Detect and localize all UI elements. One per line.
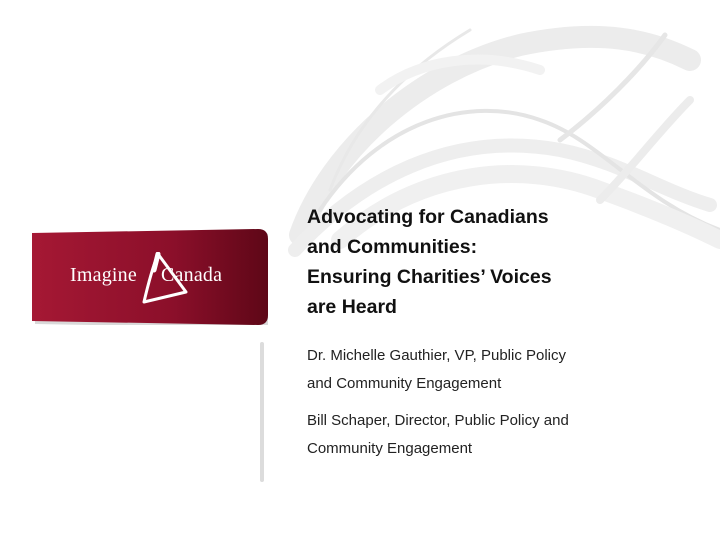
- title-line: are Heard: [307, 296, 397, 318]
- title-line: and Communities:: [307, 236, 478, 258]
- vertical-divider: [260, 342, 264, 482]
- title-line: Ensuring Charities’ Voices: [307, 266, 552, 288]
- presenter-gauthier: [307, 342, 647, 398]
- presenter-line: Dr. Michelle Gauthier, VP, Public Policy: [307, 347, 567, 364]
- logo-word-imagine: Imagine: [70, 264, 137, 286]
- logo-word-canada: Canada: [161, 264, 223, 286]
- presenter-schaper: [307, 407, 647, 463]
- presenter-line: Bill Schaper, Director, Public Policy and: [307, 412, 569, 429]
- presentation-title: [307, 202, 627, 322]
- presenter-line: Community Engagement: [307, 440, 473, 457]
- title-line: Advocating for Canadians: [307, 206, 549, 228]
- presenter-line: and Community Engagement: [307, 375, 502, 392]
